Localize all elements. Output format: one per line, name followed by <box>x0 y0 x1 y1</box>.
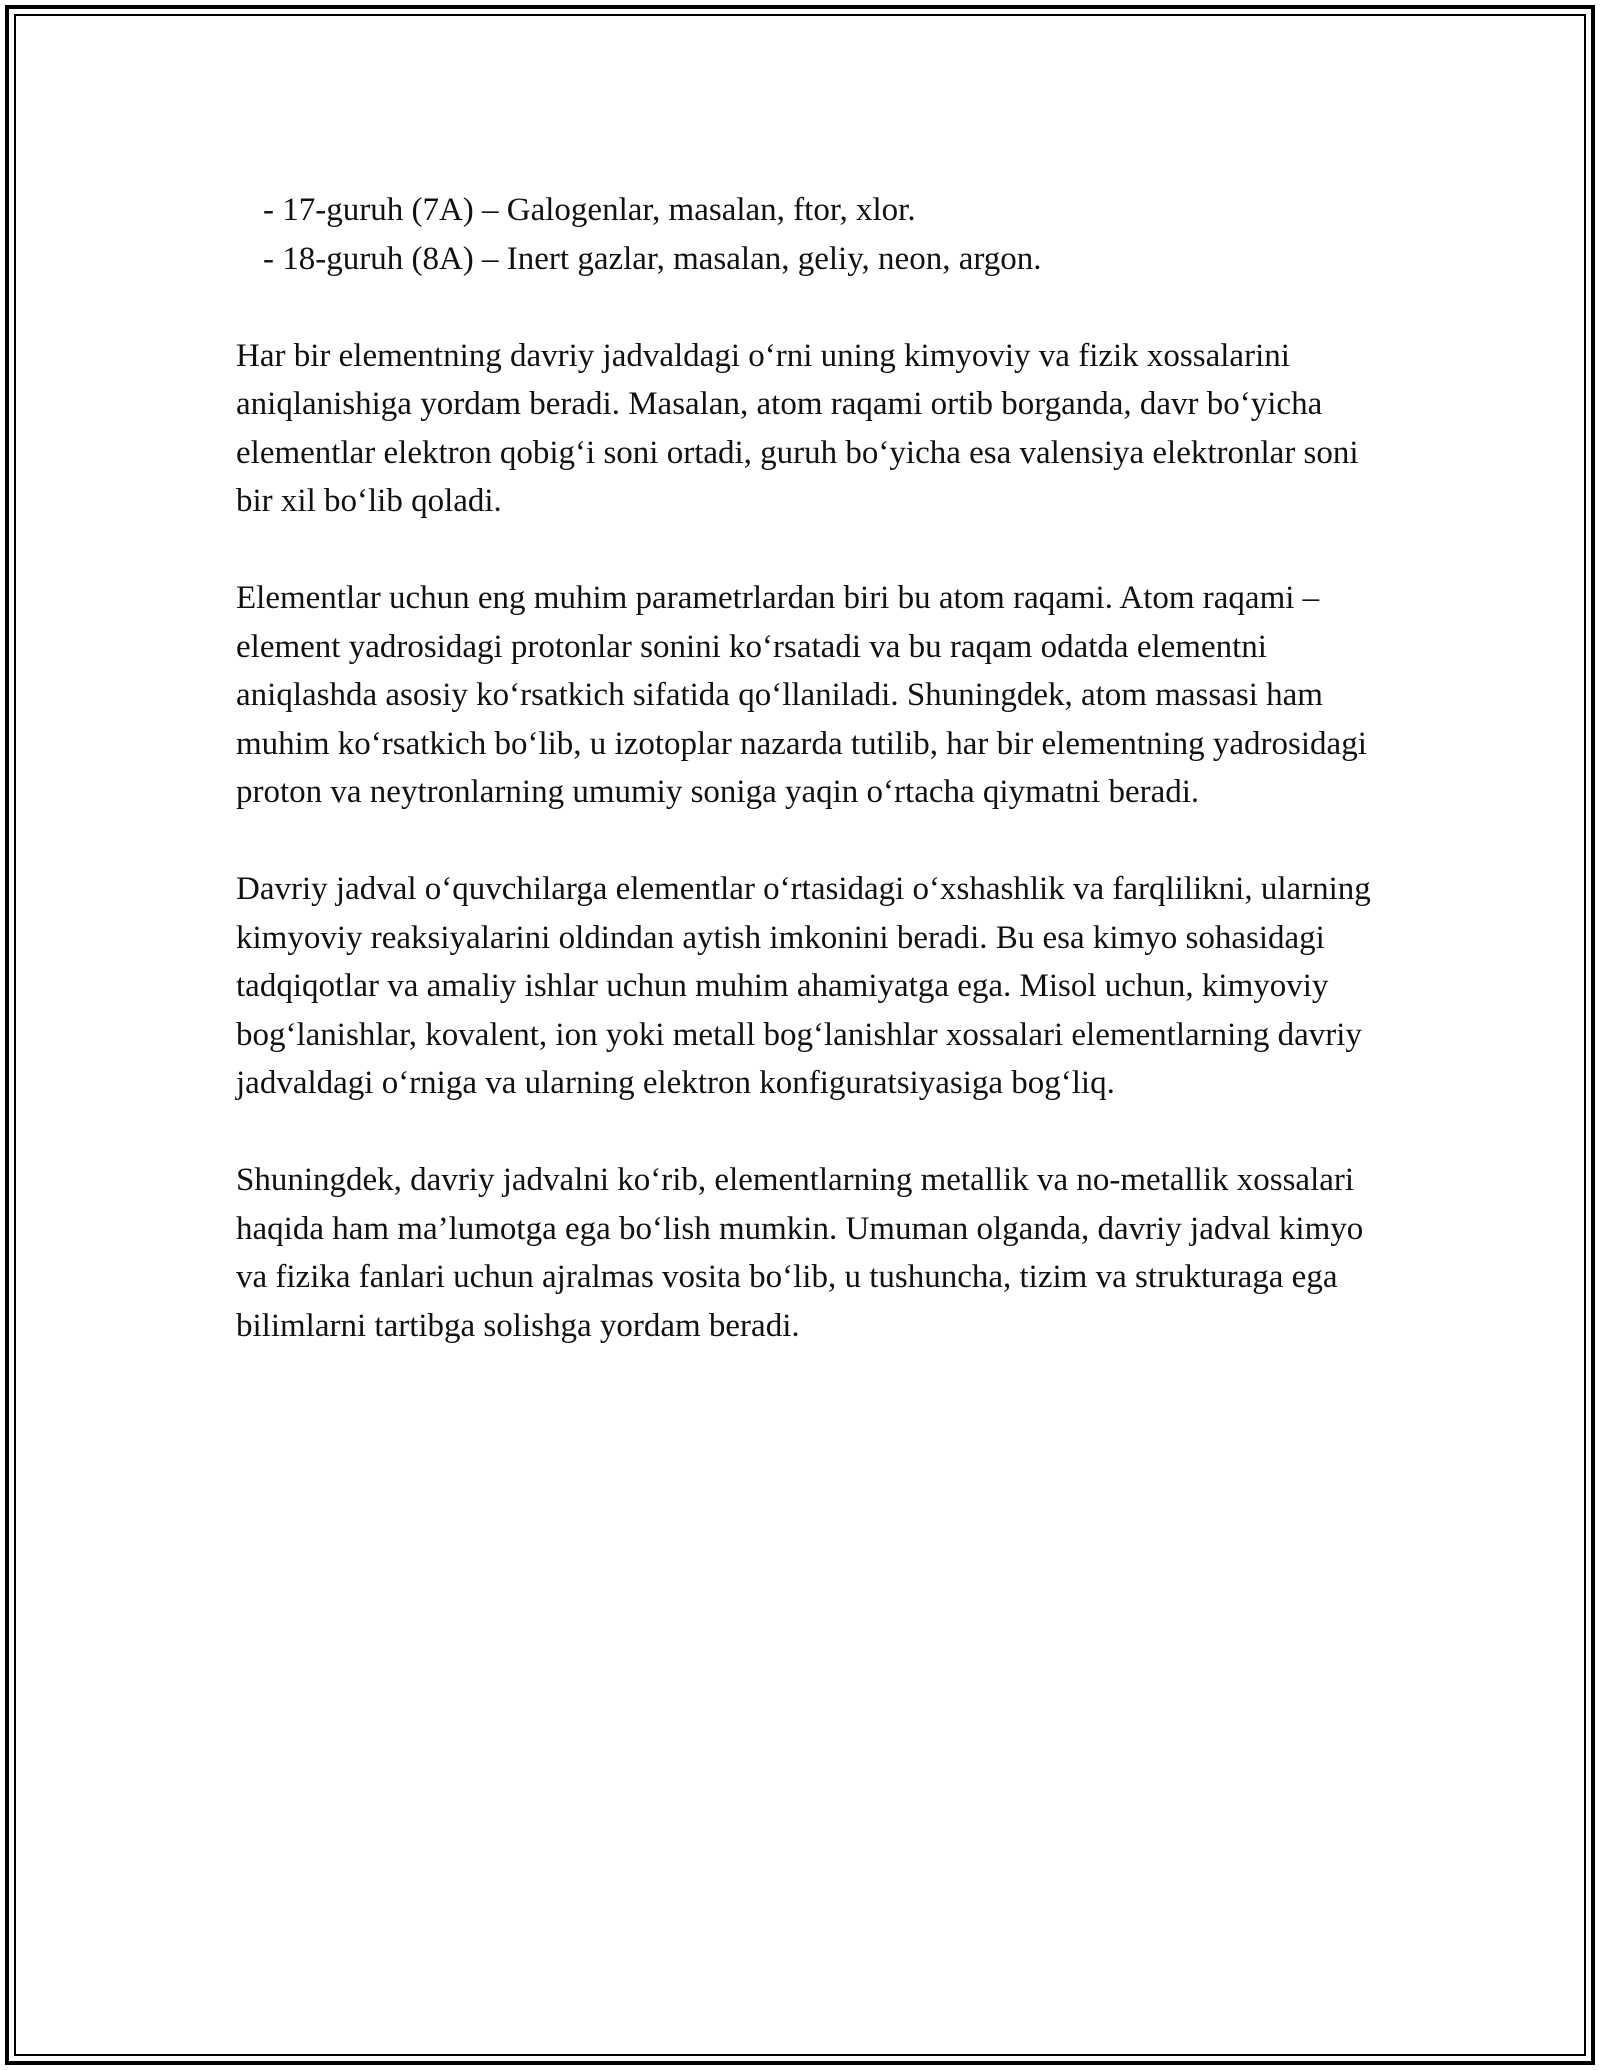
list-item-group-18: - 18-guruh (8A) – Inert gazlar, masalan, geliy, neon, argon. <box>263 240 1042 277</box>
paragraph-conclusion: Shuningdek, davriy jadvalni ko‘rib, elementlarning metallik va no-metallik xossalari haqida ham ma’lumotga ega bo‘lish mumkin. Umuman olganda, davriy jadval kimyo va fizika fanlari uchun ajralmas vosita bo‘lib, u tushuncha, tizim va strukturaga ega bilimlarni tartibga solishga yordam beradi. <box>236 1162 1364 1344</box>
list-item-group-17: - 17-guruh (7A) – Galogenlar, masalan, ftor, xlor. <box>263 192 916 228</box>
paragraph-similarities: Davriy jadval o‘quvchilarga elementlar o‘rtasidagi o‘xshashlik va farqlilikni, ularning kimyoviy reaksiyalarini oldindan aytish imkonini beradi. Bu esa kimyo sohasidagi tadqiqotlar va amaliy ishlar uchun muhim ahamiyatga ega. Misol uchun, kimyoviy bog‘lanishlar, kovalent, ion yoki metall bog‘lanishlar xossalari elementlarning davriy jadvaldagi o‘rniga va ularning elektron konfiguratsiyasiga bog‘liq. <box>236 871 1371 1101</box>
document-body <box>236 186 1376 1350</box>
paragraph-element-position: Har bir elementning davriy jadvaldagi o‘rni uning kimyoviy va fizik xossalarini aniqlanishiga yordam beradi. Masalan, atom raqami ortib borganda, davr bo‘yicha elementlar elektron qobig‘i soni ortadi, guruh bo‘yicha esa valensiya elektronlar soni bir xil bo‘lib qoladi. <box>236 337 1359 519</box>
paragraph-atomic-number: Elementlar uchun eng muhim parametrlardan biri bu atom raqami. Atom raqami – element yadrosidagi protonlar sonini ko‘rsatadi va bu raqam odatda elementni aniqlashda asosiy ko‘rsatkich sifatida qo‘llaniladi. Shuningdek, atom massasi ham muhim ko‘rsatkich bo‘lib, u izotoplar nazarda tutilib, har bir elementning yadrosidagi proton va neytronlarning umumiy soniga yaqin o‘rtacha qiymatni beradi. <box>236 580 1367 810</box>
